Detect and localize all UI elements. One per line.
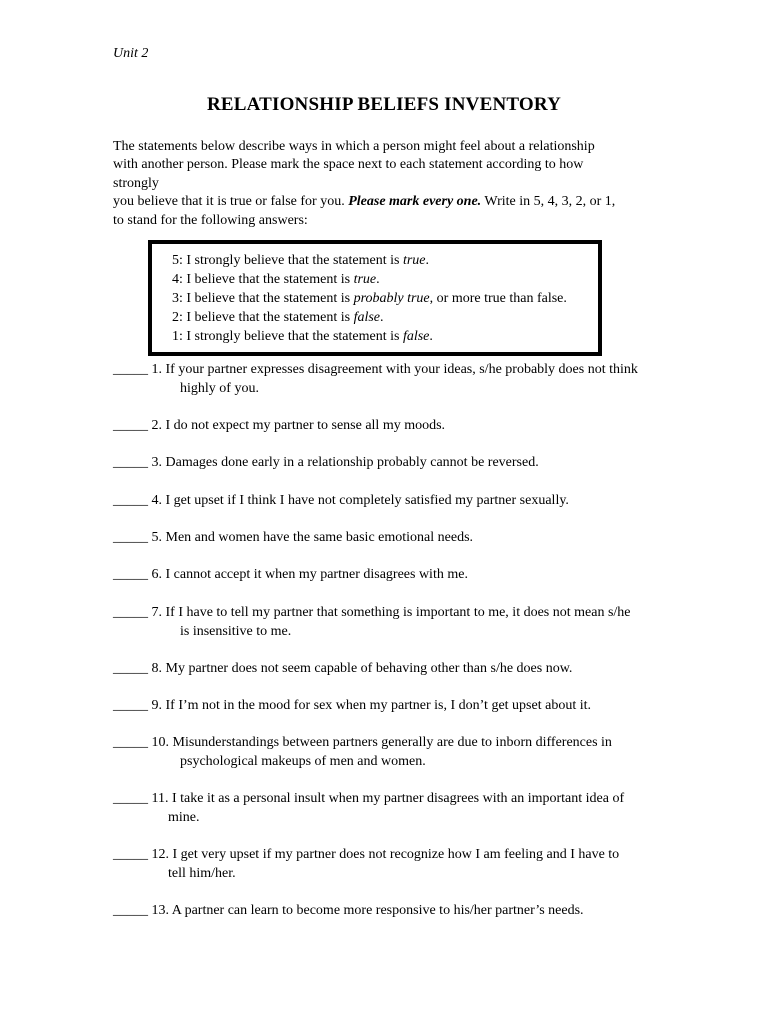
scale-emphasis: probably true	[353, 291, 430, 306]
statement-item	[113, 454, 693, 473]
statement-text: _____ 12. I get very upset if my partner does not recognize how I am feeling and I have to	[113, 847, 620, 862]
scale-emphasis: false	[402, 329, 430, 344]
statement-item	[113, 734, 693, 771]
instructions-line	[113, 193, 653, 211]
scale-text: , or more true than false.	[429, 291, 567, 306]
scale-text: 4: I believe that the statement is	[172, 272, 354, 287]
statement-text: _____ 10. Misunderstandings between partners generally are due to inborn differences in	[113, 735, 612, 750]
statement-item	[113, 566, 693, 585]
statement-continuation: is insensitive to me.	[180, 623, 292, 639]
instructions-line: The statements below describe ways in which a person might feel about a relationship	[113, 139, 595, 154]
statement-item	[113, 846, 693, 883]
statement-text: _____ 6. I cannot accept it when my partner disagrees with me.	[113, 567, 468, 582]
page-title: RELATIONSHIP BELIEFS INVENTORY	[206, 94, 562, 115]
instructions	[113, 138, 653, 230]
statement-continuation: tell him/her.	[168, 865, 236, 881]
statement-text: _____ 3. Damages done early in a relationship probably cannot be reversed.	[113, 455, 539, 470]
scale-text: 5: I strongly believe that the statement is	[172, 253, 403, 268]
scale-text: .	[380, 310, 384, 325]
scale-text: 3: I believe that the statement is	[172, 291, 354, 306]
statement-item	[113, 660, 693, 679]
statement-text: _____ 1. If your partner expresses disagreement with your ideas, s/he probably does not think	[113, 362, 638, 377]
statement-text: _____ 9. If I’m not in the mood for sex when my partner is, I don’t get upset about it.	[113, 698, 591, 713]
instructions-line: with another person. Please mark the space next to each statement according to how	[113, 157, 584, 173]
instructions-text: Write in 5, 4, 3, 2, or 1,	[481, 194, 616, 210]
statement-text: _____ 7. If I have to tell my partner that something is important to me, it does not mean s/he	[113, 605, 631, 620]
statement-text: _____ 2. I do not expect my partner to sense all my moods.	[113, 418, 446, 433]
scale-text: 1: I strongly believe that the statement is	[172, 329, 403, 344]
statement-continuation: highly of you.	[180, 380, 259, 396]
scale-emphasis: true	[402, 253, 426, 268]
statement-item	[113, 417, 693, 436]
statement-item	[113, 604, 693, 641]
scale-text: 2: I believe that the statement is	[172, 310, 354, 325]
statement-item	[113, 492, 693, 511]
statement-continuation: mine.	[168, 809, 200, 825]
scale-text: .	[429, 329, 433, 344]
statement-text: _____ 11. I take it as a personal insult when my partner disagrees with an important idea of	[113, 791, 625, 806]
answer-scale-box	[148, 240, 602, 356]
statement-text: _____ 8. My partner does not seem capable of behaving other than s/he does now.	[113, 661, 573, 676]
statement-text: _____ 4. I get upset if I think I have not completely satisfied my partner sexually.	[113, 493, 569, 508]
instructions-text: you believe that it is true or false for you.	[113, 194, 349, 210]
answer-scale-item	[172, 308, 567, 327]
scale-text: .	[425, 253, 430, 268]
unit-label: Unit 2	[113, 46, 149, 61]
answer-scale-item	[172, 327, 567, 346]
statement-item	[113, 790, 693, 827]
statement-item	[113, 529, 693, 548]
scale-text: .	[376, 272, 380, 287]
statement-item	[113, 902, 693, 921]
statement-item	[113, 361, 693, 398]
scale-emphasis: true	[353, 272, 377, 287]
statement-text: _____ 5. Men and women have the same basic emotional needs.	[113, 530, 474, 545]
statement-continuation: psychological makeups of men and women.	[180, 753, 426, 769]
statement-item	[113, 697, 693, 716]
instructions-line: strongly	[113, 175, 159, 191]
answer-scale-item	[172, 251, 567, 270]
answer-scale-item	[172, 270, 567, 289]
scale-emphasis: false	[353, 310, 381, 325]
statement-text: _____ 13. A partner can learn to become more responsive to his/her partner’s needs.	[113, 903, 584, 918]
answer-scale-list	[172, 251, 567, 346]
instructions-emphasis: Please mark every one.	[348, 194, 482, 210]
instructions-line: to stand for the following answers:	[113, 212, 308, 228]
answer-scale-item	[172, 289, 567, 308]
